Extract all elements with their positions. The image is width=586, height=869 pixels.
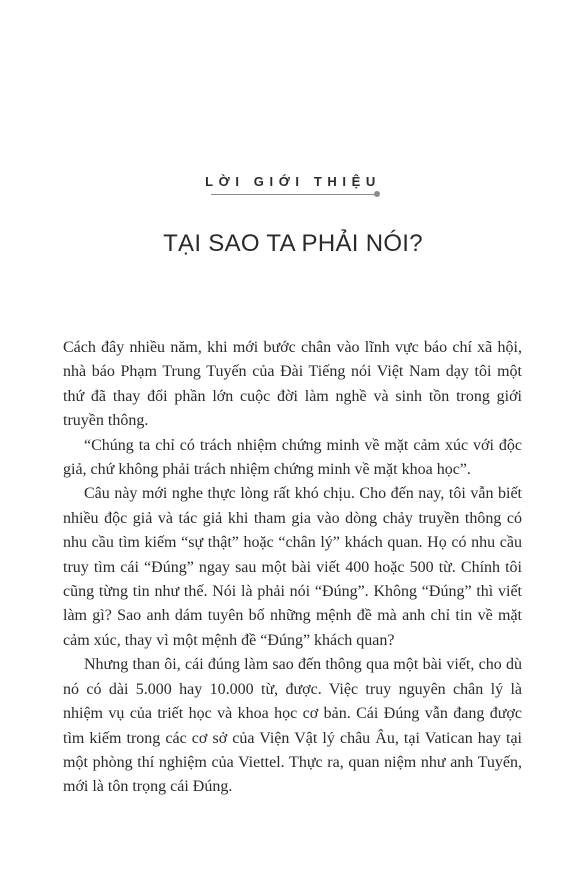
paragraph: Câu này mới nghe thực lòng rất khó chịu. Cho đến nay, tôi vẫn biết nhiều độc giả và tác giả khi tham gia vào dòng chảy truyền thông có nhu cầu tìm kiếm “sự thật” hoặc “chân lý” khách quan. Họ có nhu cầu truy tìm cái “Đúng” ngay sau một bài viết 400 hoặc 500 từ. Chính tôi cũng từng tin như thế. Nói là phải nói “Đúng”. Không “Đúng” thì viết làm gì? Sao anh dám tuyên bố những mệnh đề mà anh chỉ tin về mặt cảm xúc, thay vì một mệnh đề “Đúng” khách quan? bbox=[63, 485, 522, 649]
paragraph: “Chúng ta chỉ có trách nhiệm chứng minh về mặt cảm xúc với độc giả, chứ không phải trách nhiệm chứng minh về mặt khoa học”. bbox=[63, 436, 522, 479]
section-label: LỜI GIỚI THIỆU bbox=[205, 174, 381, 189]
paragraph: Nhưng than ôi, cái đúng làm sao đến thông qua một bài viết, cho dù nó có dài 5.000 hay 10.000 từ, được. Việc truy nguyên chân lý là nhiệm vụ của triết học và khoa học cơ bản. Cái Đúng vẫn đang được tìm kiếm trong các cơ sở của Viện Vật lý châu Âu, tại Vatican hay tại một phòng thí nghiệm của Viettel. Thực ra, quan niệm như anh Tuyến, mới là tôn trọng cái Đúng. bbox=[63, 656, 522, 796]
body-text bbox=[63, 336, 522, 800]
paragraph: Cách đây nhiều năm, khi mới bước chân vào lĩnh vực báo chí xã hội, nhà báo Phạm Trung Tuyến của Đài Tiếng nói Việt Nam dạy tôi một thứ đã thay đổi phần lớn cuộc đời làm nghề và sinh tồn trong giới truyền thông. bbox=[63, 339, 522, 430]
chapter-title: TẠI SAO TA PHẢI NÓI? bbox=[163, 230, 423, 257]
divider-dot bbox=[374, 191, 380, 197]
section-divider bbox=[211, 194, 375, 195]
